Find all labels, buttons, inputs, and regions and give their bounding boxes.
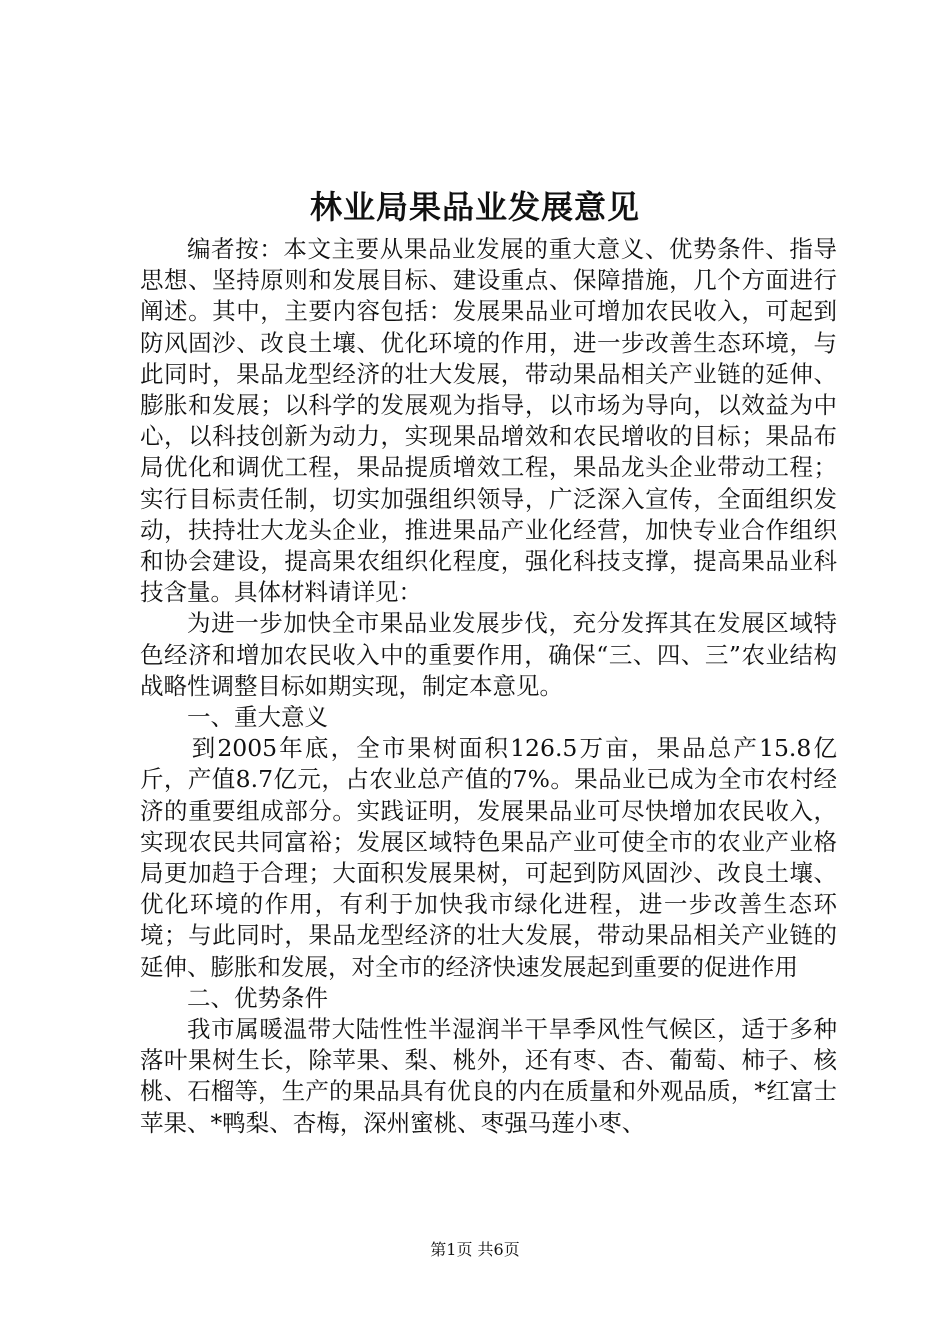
intro-paragraph: 为进一步加快全市果品业发展步伐，充分发挥其在发展区域特色经济和增加农民收入中的重要作用，确保“三、四、三”农业结构战略性调整目标如期实现，制定本意见。 bbox=[140, 609, 837, 700]
significance-paragraph: 到2005年底，全市果树面积126.5万亩，果品总产15.8亿斤，产值8.7亿元，占农业总产值的7%。果品业已成为全市农村经济的重要组成部分。实践证明，发展果品业可尽快增加农民收入，实现农民共同富裕；发展区域特色果品产业可使全市的农业产业格局更加趋于合理；大面积发展果树，可起到防风固沙、改良土壤、优化环境的作用，有利于加快我市绿化进程，进一步改善生态环境；与此同时，果品龙型经济的壮大发展，带动果品相关产业链的延伸、膨胀和发展，对全市的经济快速发展起到重要的促进作用 bbox=[140, 734, 837, 981]
page-footer: 第1页 共6页 bbox=[430, 1240, 520, 1259]
editor-note-paragraph: 编者按：本文主要从果品业发展的重大意义、优势条件、指导思想、坚持原则和发展目标、建设重点、保障措施，几个方面进行阐述。其中，主要内容包括：发展果品业可增加农民收入，可起到防风固沙、改良土壤、优化环境的作用，进一步改善生态环境，与此同时，果品龙型经济的壮大发展，带动果品相关产业链的延伸、膨胀和发展；以科学的发展观为指导，以市场为导向，以效益为中心，以科技创新为动力，实现果品增效和农民增收的目标；果品布局优化和调优工程，果品提质增效工程，果品龙头企业带动工程；实行目标责任制，切实加强组织领导，广泛深入宣传，全面组织发动，扶持壮大龙头企业，推进果品产业化经营，加快专业合作组织和协会建设，提高果农组织化程度，强化科技支撑，提高果品业科技含量。具体材料请详见： bbox=[140, 235, 837, 607]
section-heading-advantages: 二、优势条件 bbox=[187, 983, 328, 1012]
document-body bbox=[140, 234, 837, 1139]
advantages-paragraph: 我市属暖温带大陆性性半湿润半干旱季风性气候区，适于多种落叶果树生长，除苹果、梨、桃外，还有枣、杏、葡萄、柿子、核桃、石榴等，生产的果品具有优良的内在质量和外观品质，*红富士苹果、*鸭梨、杏梅，深州蜜桃、枣强马莲小枣、 bbox=[140, 1015, 837, 1137]
document-title: 林业局果品业发展意见 bbox=[309, 188, 640, 226]
section-heading-significance: 一、重大意义 bbox=[187, 703, 328, 732]
